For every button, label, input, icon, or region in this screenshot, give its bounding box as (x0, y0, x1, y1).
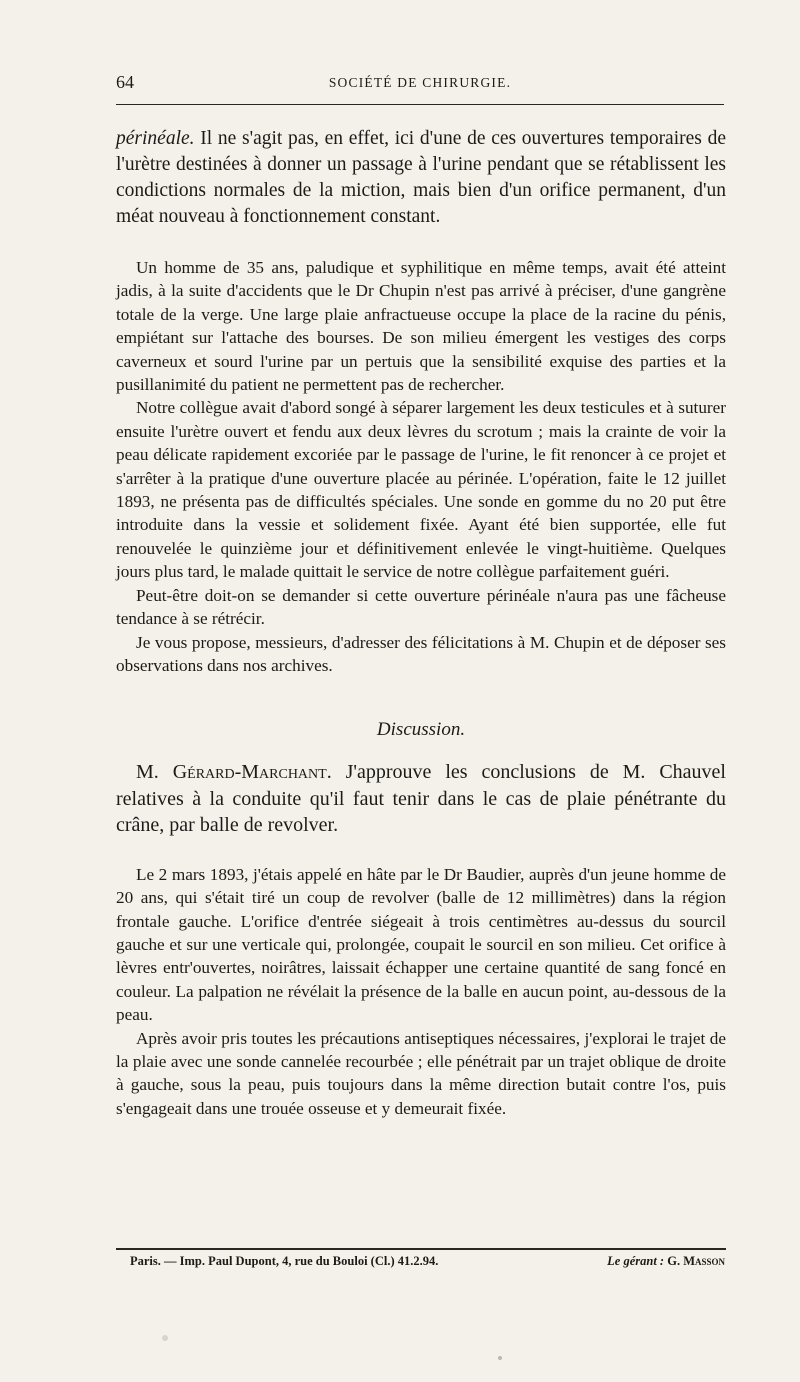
imprint-text: Paris. — Imp. Paul Dupont, 4, rue du Bouloi (Cl.) 41.2.94. (130, 1254, 439, 1268)
journal-title: SOCIÉTÉ DE CHIRURGIE. (328, 75, 512, 90)
footer-rule (116, 1248, 726, 1250)
case-report-paragraph: Le 2 mars 1893, j'étais appelé en hâte par le Dr Baudier, auprès d'un jeune homme de 20 ans, qui s'était tiré un coup de revolver (balle de 12 millimètres) dans la région frontale gauche. L'orifice d'entrée siégeait à trois centimètres au-dessus du sourcil gauche et sur une verticale qui, prolongée, coupait le sourcil en son milieu. Cet orifice à lèvres entr'ouvertes, noirâtres, laissait échapper une certaine quantité de sang foncé en couleur. La palpation ne révélait la présence de la balle en aucun point, au-dessous de la peau. (116, 864, 726, 1025)
body-text (116, 126, 726, 1120)
speaker-name: Gérard-Marchant. (172, 761, 332, 784)
paper-speck (162, 1335, 168, 1341)
paragraph-continuation (116, 126, 726, 230)
discussion-lead-paragraph (116, 759, 726, 839)
printer-imprint (130, 1254, 725, 1269)
page-number: 64 (116, 72, 134, 92)
proposal-paragraph: Je vous propose, messieurs, d'adresser des félicitations à M. Chupin et de déposer ses observations dans nos archives. (116, 632, 726, 675)
question-paragraph: Peut-être doit-on se demander si cette ouverture périnéale n'aura pas une fâcheuse tendance à se rétrécir. (116, 585, 726, 629)
running-head (116, 72, 724, 96)
gerant-label: Le gérant : (607, 1254, 668, 1268)
section-title: Discussion. (376, 719, 466, 741)
case-paragraph: Un homme de 35 ans, paludique et syphilitique en même temps, avait été atteint jadis, à la suite d'accidents que le Dr Chupin n'est pas arrivé à préciser, d'une gangrène totale de la verge. Une large plaie anfractueuse occupe la place de la racine du pénis, empiétant sur l'attache des bourses. De son milieu émergent les vestiges des corps caverneux et sourd l'urine par un pertuis que la sensibilité exquise des parties et la pusillanimité du patient ne permettent pas de rechercher. (116, 258, 726, 395)
italic-word: périnéale. (116, 128, 195, 149)
exploration-paragraph: Après avoir pris toutes les précautions antiseptiques nécessaires, j'explorai le trajet de la plaie avec une sonde cannelée recourbée ; elle pénétrait par un trajet oblique de droite à gauche, sous la peau, puis toujours dans la même direction butait contre l'os, puis s'engageait dans une trouée osseuse et y demeurait fixée. (116, 1028, 726, 1118)
paper-speck (498, 1356, 502, 1360)
paragraph-text: Il ne s'agit pas, en effet, ici d'une de ces ouvertures temporaires de l'urètre destinées à donner un passage à l'urine pendant que se rétablissent les condictions normales de la miction, mais bien d'un orifice permanent, d'un méat nouveau à fonctionnement constant. (116, 128, 726, 227)
speaker-prefix: M. (136, 761, 173, 784)
gerant-line (607, 1254, 725, 1269)
lead-text: J'approuve les conclusions de M. Chauvel relatives à la conduite qu'il faut tenir dans le cas de plaie pénétrante du crâne, par balle de revolver. (116, 761, 726, 837)
operation-paragraph: Notre collègue avait d'abord songé à séparer largement les deux testicules et à suturer ensuite l'urètre ouvert et fendu aux deux lèvres du scrotum ; mais la crainte de voir la peau délicate rapidement excoriée par le passage de l'urine, le fit renoncer à ce projet et s'arrêter à la pratique d'une ouverture placée au périnée. L'opération, faite le 12 juillet 1893, ne présenta pas de difficultés spéciales. Une sonde en gomme du no 20 put être introduite dans la vessie et solidement fixée. Ayant été bien supportée, elle fut renouvelée le quinzième jour et définitivement enlevée le vingt-huitième. Quelques jours plus tard, le malade quittait le service de notre collègue parfaitement guéri. (116, 398, 726, 582)
gerant-name: G. Masson (667, 1254, 725, 1268)
header-rule (116, 104, 724, 105)
